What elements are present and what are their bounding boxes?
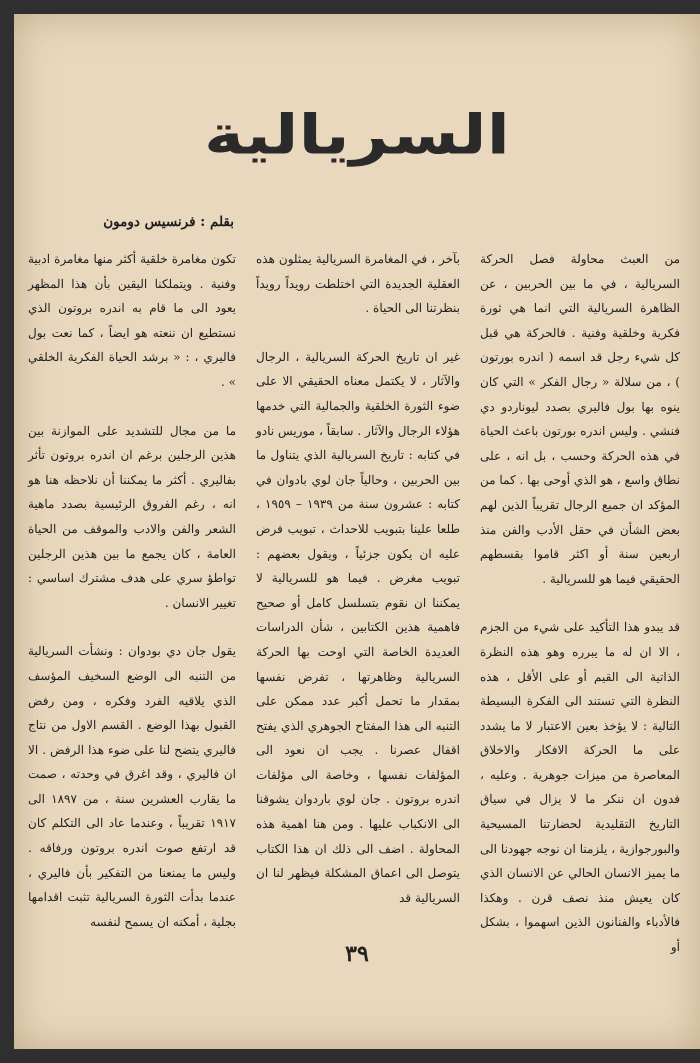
paragraph: يقول جان دي بودوان : ونشأت السريالية من التنبه الى الوضع السخيف المؤسف الذي يلاقيه الفرد وفكره ، ومن رفض القبول بهذا الوضع . القسم الاول من نتاج فاليري يتضح لنا على ضوء هذا الرفض . الا ان فاليري ، وقد اغرق في وحدته ، صمت ما يقارب العشرين سنة ، من ١٨٩٧ الى ١٩١٧ تقريباً ، وعندما عاد الى التكلم كان قد ارتفع صوت اندره بروتون ورفاقه . وليس ما يمنعنا من التفكير بأن فاليري ، عندما بدأت الثورة السريالية تثبت اقدامها بجلية ، أمكنه ان يسمح لنفسه [28, 644, 236, 929]
paragraph: بآخر ، في المغامرة السريالية يمثلون هذه العقلية الجديدة التي اختلطت رويداً رويداً بنظرتنا الى الحياة . [256, 252, 460, 316]
paragraph: غير ان تاريخ الحركة السريالية ، الرجال والآثار ، لا يكتمل معناه الحقيقي الا على ضوء الثورة الخلقية والجمالية التي خدمها هؤلاء الرجال والآثار . سابقاً ، موريس نادو في كتابه : تاريخ السريالية الذي يتناول ما بين الحربين ، وحالياً جان لوي بادوان في كتابه : عشرون سنة من ١٩٣٩ – ١٩٥٩ ، طلعا علينا بتبويب للاحداث ، تبويب فرض عليه ان يكون جزئياً ، ويقول بعضهم : تبويب مغرض . فيما هو للسريالية لا يمكننا ان نقوم بتسلسل كامل أو صحيح فاهمية هذين الكتابين ، شأن الدراسات العديدة الخاصة التي اوحت بها الحركة السريالية وظاهرتها ، تفرض نفسها بمقدار ما تحمل أكبر عدد ممكن على التنبه الى هذا المفتاح الجوهري الذي يفتح اقفال عصرنا . يجب ان نعود الى المؤلفات نفسها ، وخاصة الى مؤلفات اندره بروتون . جان لوي باردوان يشوقنا الى الانكباب عليها . ومن هنا اهمية هذه المحاولة . اضف الى ذلك ان هذا الكتاب يتوصل الى اعماق المشكلة فيظهر لنا ان السريالية قد [256, 349, 460, 905]
magazine-page [14, 14, 700, 1049]
paragraph: قد يبدو هذا التأكيد على شيء من الجزم ، الا ان له ما يبرره وهو هذه النظرة الذاتية الى القيم أو على الأقل ، هذه النظرة التي تستند الى الفكرة البسيطة التالية : لا يؤخذ بعين الاعتبار لا ما يشدد على ما الحركة الافكار والاخلاق المعاصرة من ميزات جوهرية . وعليه ، فدون ان ننكر ما لا يزال في سياق التاريخ التقليدية لحضارتنا المسيحية والبورجوازية ، يلزمنا ان نوجه جهودنا الى ما يميز الانسان الحالي عن الانسان الذي كان يعيش منذ نصف قرن . وهكذا فالأدباء والفنانون الذين اسهموا ، بشكل أو [480, 620, 680, 955]
article-title: السريالية [204, 103, 510, 168]
page-number: ٣٩ [345, 941, 369, 967]
column-left [28, 247, 236, 958]
column-middle [256, 247, 460, 934]
paragraph: تكون مغامرة خلقية أكثر منها مغامرة ادبية وفنية . ويتملكنا اليقين بأن هذا المظهر يعود الى ما قام به اندره بروتون الذي نستطيع ان ننعته هو ايضاً ، كما نعت بول فاليري ، : « برشد الحياة الفكرية الخلقي » . [28, 252, 236, 389]
paragraph: ما من مجال للتشديد على الموازنة بين هذين الرجلين برغم ان اندره بروتون تأثر بفاليري . أكثر ما يمكننا أن نلاحظه هنا هو انه ، رغم الفروق الرئيسية بصدد ماهية الشعر والفن والادب والموقف من الحياة العامة ، كان يجمع ما بين هذين الرجلين تواطؤ سري على هدف مشترك اساسي : تغيير الانسان . [28, 423, 236, 610]
paragraph: من العبث محاولة فصل الحركة السريالية ، في ما بين الحربين ، عن الظاهرة السريالية التي انما هي ثورة فكرية وخلقية وفنية . فالحركة هي قبل كل شيء رجل قد اسمه ( اندره بورتون ) ، من سلالة « رجال الفكر » التي كان ينوه بها بول فاليري بصدد ليوناردو دي فنشي . وليس اندره بورتون باعث الحياة في هذه الحركة وحسب ، بل انه ، على نطاق واسع ، هو الذي أوحى بها . كما من المؤكد ان جميع الرجال تقريباً الذين لهم بعض الشأن في حقل الأدب والفن منذ اربعين سنة أو اكثر قاموا بقسطهم الحقيقي فيما هو للسريالية . [480, 252, 680, 586]
column-right [480, 247, 680, 984]
byline: بقلم : فرنسيس دومون [103, 214, 234, 230]
